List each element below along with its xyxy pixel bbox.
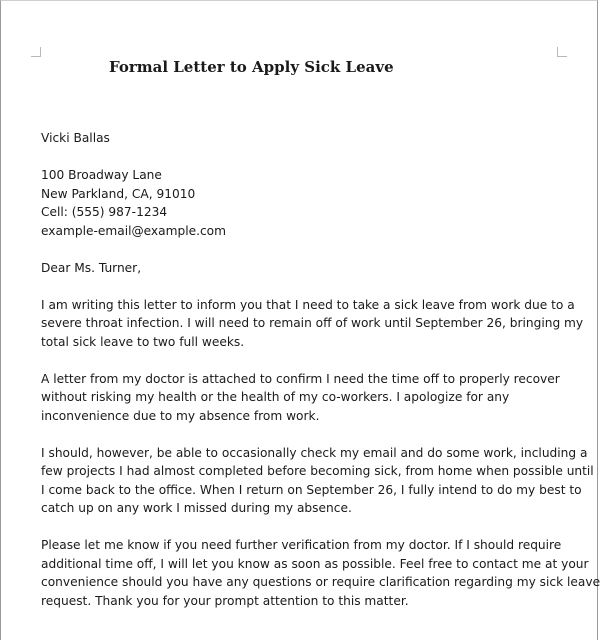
paragraph-line: catch up on any work I missed during my absence. <box>41 501 352 515</box>
sender-name-block <box>41 129 571 148</box>
paragraph-line: I am writing this letter to inform you that I need to take a sick leave from work due to a <box>41 297 575 312</box>
paragraph-line: I should, however, be able to occasionally check my email and do some work, including a <box>41 445 588 460</box>
paragraph-line: few projects I had almost completed before becoming sick, from home when possible until <box>41 464 594 478</box>
paragraph-4 <box>41 536 600 610</box>
paragraph-line: without risking my health or the health of my co-workers. I apologize for any <box>41 390 510 404</box>
paragraph-line: additional time off, I will let you know as soon as possible. Feel free to contact me at your <box>41 556 589 571</box>
top-right-margin-mark <box>557 47 567 57</box>
salutation: Dear Ms. Turner, <box>41 260 142 275</box>
sender-address-block <box>41 166 571 240</box>
paragraph-3 <box>41 444 594 518</box>
paragraph-line: request. Thank you for your prompt attention to this matter. <box>41 593 409 608</box>
salutation-block <box>41 259 571 278</box>
paragraph-2 <box>41 370 571 426</box>
paragraph-line: convenience should you have any questions or require clarification regarding my sick leave <box>41 575 600 589</box>
sender-cell: Cell: (555) 987-1234 <box>41 205 168 219</box>
paragraph-line: severe throat infection. I will need to remain off of work until September 26, bringing my <box>41 316 584 330</box>
paragraph-line: inconvenience due to my absence from work. <box>41 408 320 423</box>
sender-name: Vicki Ballas <box>41 131 110 145</box>
sender-address-line1: 100 Broadway Lane <box>41 168 162 182</box>
top-left-margin-mark <box>31 47 41 57</box>
letter-body <box>41 129 600 629</box>
paragraph-1 <box>41 296 584 352</box>
paragraph-line: I come back to the office. When I return on September 26, I fully intend to do my best to <box>41 482 582 497</box>
paragraph-line: Please let me know if you need further verification from my doctor. If I should require <box>41 538 562 552</box>
letter-title: Formal Letter to Apply Sick Leave <box>109 58 394 76</box>
sender-email: example-email@example.com <box>41 223 227 238</box>
sender-address-line2: New Parkland, CA, 91010 <box>41 186 196 201</box>
paragraph-line: total sick leave to two full weeks. <box>41 334 245 349</box>
paragraph-line: A letter from my doctor is attached to confirm I need the time off to properly recover <box>41 371 560 386</box>
